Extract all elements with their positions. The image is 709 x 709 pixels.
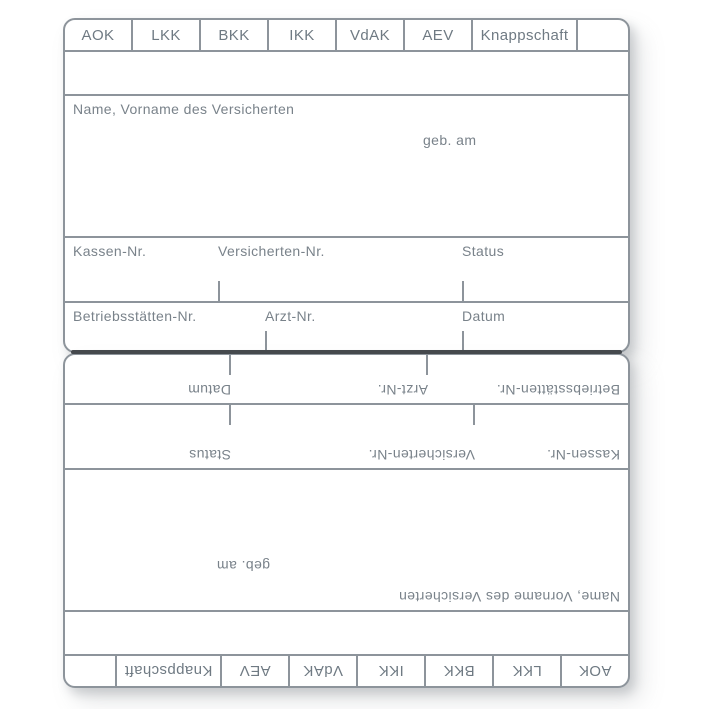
- tab-knappschaft[interactable]: Knappschaft: [471, 20, 576, 50]
- field-divider-tick: [462, 281, 464, 301]
- status-label: Status: [188, 447, 231, 463]
- tab-lkk[interactable]: LKK: [494, 656, 562, 686]
- versicherten-nr-label: Versicherten-Nr.: [218, 243, 325, 259]
- datum-label: Datum: [462, 308, 506, 324]
- tab-vdak[interactable]: VdAK: [335, 20, 403, 50]
- form-sheet-content: [65, 20, 628, 351]
- field-divider-tick: [426, 355, 428, 375]
- betriebsstaetten-nr-label: Betriebsstätten-Nr.: [73, 308, 197, 324]
- tab-vdak[interactable]: VdAK: [290, 656, 358, 686]
- tab-bkk[interactable]: BKK: [199, 20, 267, 50]
- tab-knappschaft[interactable]: Knappschaft: [117, 656, 222, 686]
- tab-aev[interactable]: AEV: [222, 656, 290, 686]
- datum-label: Datum: [187, 382, 231, 398]
- insurer-tab-row: [65, 20, 628, 52]
- tab-empty-cell[interactable]: [65, 656, 117, 686]
- tab-ikk[interactable]: IKK: [267, 20, 335, 50]
- field-divider-tick: [229, 405, 231, 425]
- tab-lkk[interactable]: LKK: [131, 20, 199, 50]
- versicherten-nr-label: Versicherten-Nr.: [368, 447, 475, 463]
- arzt-nr-label: Arzt-Nr.: [265, 308, 316, 324]
- tab-aev[interactable]: AEV: [403, 20, 471, 50]
- field-divider-tick: [265, 331, 267, 351]
- insurer-tab-row: [65, 654, 628, 686]
- sheet-junction-divider: [71, 350, 622, 354]
- arzt-nr-label: Arzt-Nr.: [377, 382, 428, 398]
- tab-aok[interactable]: AOK: [578, 662, 612, 680]
- kassen-nr-label: Kassen-Nr.: [546, 447, 620, 463]
- betriebsstaetten-row[interactable]: [65, 355, 628, 403]
- form-sheet-content: [65, 355, 628, 686]
- imprint-strip[interactable]: [65, 52, 628, 96]
- betriebsstaetten-row[interactable]: [65, 303, 628, 351]
- tab-bkk[interactable]: BKK: [426, 656, 494, 686]
- name-field-block[interactable]: [65, 96, 628, 238]
- field-divider-tick: [462, 331, 464, 351]
- field-divider-tick: [218, 281, 220, 301]
- betriebsstaetten-nr-label: Betriebsstätten-Nr.: [496, 382, 620, 398]
- kassen-row[interactable]: [65, 238, 628, 303]
- birth-date-label: geb. am: [216, 558, 270, 574]
- name-label: Name, Vorname des Versicherten: [73, 101, 295, 117]
- field-divider-tick: [473, 405, 475, 425]
- birth-date-label: geb. am: [423, 132, 477, 148]
- tab-ikk[interactable]: IKK: [358, 656, 426, 686]
- field-divider-tick: [229, 355, 231, 375]
- kassen-row[interactable]: [65, 403, 628, 468]
- form-sheet-back-rotated: [63, 353, 630, 688]
- status-label: Status: [462, 243, 505, 259]
- form-sheet-front: [63, 18, 630, 353]
- tab-aok[interactable]: AOK: [81, 26, 115, 44]
- tab-empty-cell[interactable]: [576, 20, 628, 50]
- imprint-strip[interactable]: [65, 610, 628, 654]
- name-field-block[interactable]: [65, 468, 628, 610]
- name-label: Name, Vorname des Versicherten: [398, 589, 620, 605]
- kassen-nr-label: Kassen-Nr.: [73, 243, 147, 259]
